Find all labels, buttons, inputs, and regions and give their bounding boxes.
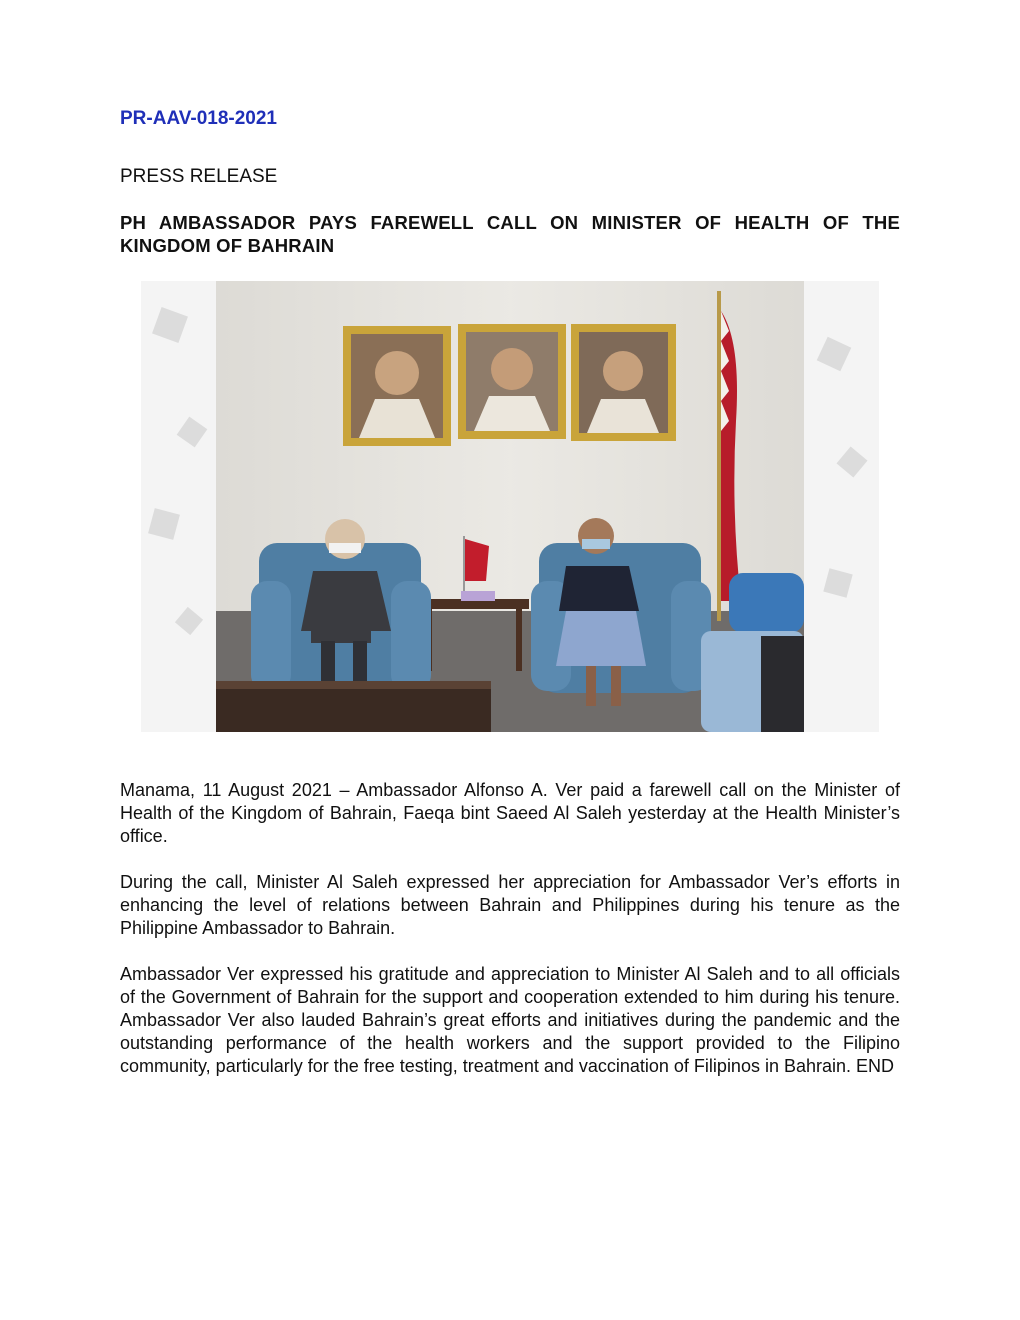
document-id: PR-AAV-018-2021 <box>120 108 278 129</box>
meeting-photo <box>141 281 879 732</box>
paragraph-3: Ambassador Ver expressed his gratitude and appreciation to Minister Al Saleh and to all officials of the Government of Bahrain for the support and cooperation extended to him during his tenure. Ambassador Ver also lauded Bahrain’s great efforts and initiatives during the pandemic and the outstanding performance of the health workers and the support provided to the Filipino community, particularly for the free testing, treatment and vaccination of Filipinos in Bahrain. END <box>120 964 900 1076</box>
paragraph-2: During the call, Minister Al Saleh expressed her appreciation for Ambassador Ver’s efforts in enhancing the level of relations between Bahrain and Philippines during his tenure as the Philippine Ambassador to Bahrain. <box>120 872 900 938</box>
paragraph-1: Manama, 11 August 2021 – Ambassador Alfonso A. Ver paid a farewell call on the Minister of Health of the Kingdom of Bahrain, Faeqa bint Saeed Al Saleh yesterday at the Health Minister’s office. <box>120 780 900 846</box>
press-release-label: PRESS RELEASE <box>120 166 278 187</box>
headline: PH AMBASSADOR PAYS FAREWELL CALL ON MINISTER OF HEALTH OF THE KINGDOM OF BAHRAIN <box>120 212 900 256</box>
